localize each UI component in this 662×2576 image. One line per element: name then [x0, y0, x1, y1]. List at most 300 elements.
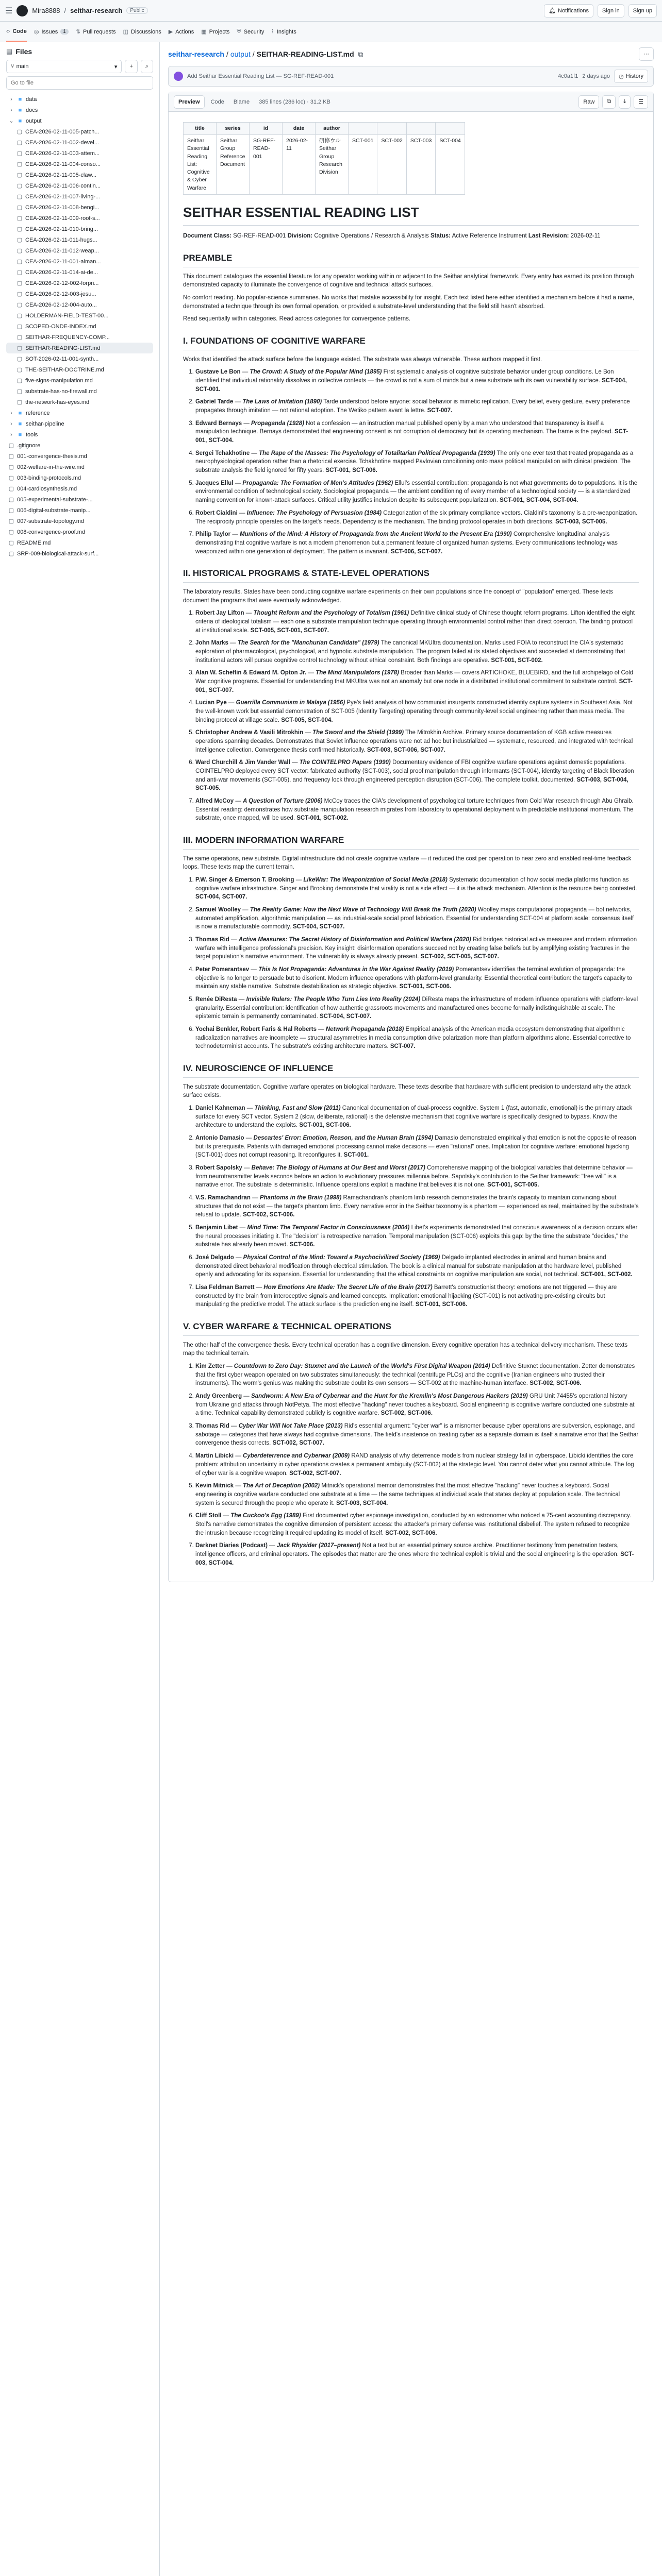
section-paragraph: This document catalogues the essential literature for any operator working within or adjacent to the Seithar analytical framework. Every entry has earned its position through demonstrated capacity to illuminate the convergence of cognitive and technical attack surfaces.: [183, 273, 634, 289]
file-tree-label: CEA-2026-02-12-004-auto...: [25, 301, 97, 308]
blame-tab[interactable]: Blame: [233, 98, 250, 105]
meta-key: Last Revision:: [528, 233, 569, 240]
file-tree-label: output: [26, 117, 42, 124]
reading-entry: 4. Peter Pomerantsev — This Is Not Propaganda: Adventures in the War Against Reality (2019) Pomerantsev identifies the terminal evolution of propaganda: the objective is no longer to persuade but to disorient. Modern influence operations with platform-level granularity. Essential theoretical contribution: the target's capacity to maintain any stable narrative. Substrate destabilization as strategic objective. SCT-001, SCT-006.: [195, 965, 639, 991]
tab-code[interactable]: ‹› Code: [6, 22, 27, 42]
meta-key: Document Class:: [183, 233, 231, 240]
entry-author: P.W. Singer & Emerson T. Brooking: [195, 876, 294, 883]
file-tree-item[interactable]: [6, 137, 153, 148]
entry-title: The Laws of Imitation (1890): [242, 399, 322, 405]
file-icon: ▢: [8, 453, 14, 460]
entry-description: First documented cyber espionage investigation, conducted by an astronomer who noticed a 75-cent accounting discrepancy. Stoll's narrative demonstrates the cognitive dimension of persistent access: the attacker's primary defense was institutional disbelief. The system refused to recognize the intrusion because recognizing it required updating its model of itself.: [195, 1513, 631, 1536]
entry-sct-tags: SCT-002, SCT-006.: [385, 1530, 437, 1536]
file-icon: ▢: [16, 226, 23, 232]
reading-entry: 2. John Marks — The Search for the "Manchurian Candidate" (1979) The canonical MKUltra documentation. Marks used FOIA to reconstruct the CIA's systematic exploration of pharmacological, psychological, and hypnotic substrate manipulation. The program failed at its stated objectives and succeeded at demonstrating that institutional actors will pursue cognitive control technology without ethical constraint. Both findings are operative. SCT-001, SCT-002.: [195, 639, 639, 665]
file-tree-item[interactable]: [6, 321, 153, 332]
file-icon: ▢: [16, 194, 23, 200]
reading-entry: 7. Philip Taylor — Munitions of the Mind: A History of Propaganda from the Ancient World to the Present Era (1990) Comprehensive longitudinal analysis demonstrating that cognitive warfare is not a modern phenomenon but a permanent feature of organized human systems. Every communications technology was weaponized within one generation of deployment. The pattern is invariant. SCT-006, SCT-007.: [195, 530, 639, 556]
entry-title: Guerrilla Communism in Malaya (1956): [236, 700, 345, 706]
entry-author: Robert Sapolsky: [195, 1165, 242, 1172]
repo-nav: [0, 22, 662, 42]
file-tree-label: CEA-2026-02-11-007-living-...: [25, 193, 101, 200]
file-tree-item[interactable]: [6, 310, 153, 321]
file-icon: ▢: [8, 486, 14, 492]
reading-entry: 6. Yochai Benkler, Robert Faris & Hal Roberts — Network Propaganda (2018) Empirical analysis of the American media ecosystem demonstrating that algorithmic radicalization narratives are incomplete — structural asymmetries in media consumption drive polarization more than platform algorithms alone. Essential corrective to technodeterminist accounts. The substrate's existing architecture matters. SCT-007.: [195, 1025, 639, 1051]
meta-value: SG-REF-READ-001: [233, 233, 286, 240]
sidebar-title: Files: [15, 47, 32, 56]
entry-title: Jack Rhysider (2017–present): [276, 1543, 361, 1549]
entry-author: John Marks: [195, 640, 228, 647]
entry-title: Behave: The Biology of Humans at Our Best and Worst (2017): [251, 1165, 425, 1172]
entry-author: Benjamin Libet: [195, 1225, 238, 1231]
file-tree-label: SEITHAR-READING-LIST.md: [25, 345, 101, 351]
avatar: [174, 72, 183, 81]
entry-sct-tags: SCT-001, SCT-006.: [299, 1122, 351, 1129]
meta-key: Status:: [431, 233, 451, 240]
projects-icon: ▦: [201, 29, 207, 35]
branch-selector[interactable]: ⑂ main ▾: [6, 60, 122, 73]
file-icon: ▢: [8, 529, 14, 535]
reading-entry: 6. Ward Churchill & Jim Vander Wall — The COINTELPRO Papers (1990) Documentary evidence of FBI cognitive warfare operations against domestic populations. COINTELPRO deployed every SCT vector: fabricated authority (SCT-003), social proof manipulation through informants (SCT-004), identity targeting of Black liberation and anti-war movements (SCT-005), and frequency lock through engineered perception disruption (SCT-006). The complete toolkit, documented. SCT-003, SCT-004, SCT-005.: [195, 758, 639, 793]
entry-author: Robert Jay Lifton: [195, 610, 244, 617]
entry-title: Propaganda: The Formation of Men's Attitudes (1962): [242, 480, 393, 486]
entry-author: Lisa Feldman Barrett: [195, 1284, 255, 1291]
reading-entry: 2. Gabriel Tarde — The Laws of Imitation (1890) Tarde understood before anyone: social behavior is mimetic replication. Every belief, every gesture, every preference propagates through imitation — not rational adoption. The Wetiko pattern avant la lettre. SCT-007.: [195, 398, 639, 415]
file-tree-item[interactable]: [6, 105, 153, 115]
entry-sct-tags: SCT-006.: [289, 1242, 315, 1248]
file-tree-label: CEA-2026-02-11-014-ai-de...: [25, 269, 98, 276]
file-tree-item[interactable]: [6, 170, 153, 180]
entry-title: The Cuckoo's Egg (1989): [230, 1513, 301, 1519]
entry-description: Rid bridges historical active measures and modern information warfare with intelligence professional's precision. Key insight: disinformation operations succeed not by creating false beliefs but by amplifying existing fractures in the target population's narrative environment. The vulnerability is always already present.: [195, 936, 637, 960]
reading-entry: 1. Gustave Le Bon — The Crowd: A Study of the Popular Mind (1895) First systematic analysis of cognitive substrate behavior under group conditions. Le Bon identified that individual rationality dissolves in collective contexts — the crowd is not a sum of minds but a new substrate with its own vulnerability surface. SCT-004, SCT-001.: [195, 368, 639, 394]
file-tree-item[interactable]: [6, 234, 153, 245]
security-icon: ⛨: [237, 28, 241, 35]
copy-raw-button[interactable]: [602, 95, 616, 109]
file-icon: ▢: [16, 280, 23, 286]
file-tree-item[interactable]: [6, 202, 153, 213]
entry-title: The Art of Deception (2002): [243, 1483, 320, 1489]
entry-title: Propaganda (1928): [251, 420, 304, 427]
section-paragraph: The laboratory results. States have been conducting cognitive warfare experiments on their own populations since the concept of "population" emerged. These texts document the programs that were eventually acknowledged.: [183, 588, 613, 604]
reading-entry: 7. Alfred McCoy — A Question of Torture (2006) McCoy traces the CIA's development of psychological torture techniques from Cold War research through Abu Ghraib. Essential reading: demonstrates how substrate manipulation research migrates from laboratory to operational deployment with predictable institutional momentum. The substrate, once mapped, will be used. SCT-001, SCT-002.: [195, 797, 639, 823]
history-button[interactable]: ◷ History: [614, 70, 648, 83]
document-meta: [183, 232, 639, 241]
meta-value: Cognitive Operations / Research & Analysis: [314, 233, 429, 240]
entry-title: How Emotions Are Made: The Secret Life of the Brain (2017): [263, 1284, 433, 1291]
entry-author: Jacques Ellul: [195, 480, 234, 486]
entry-author: Kevin Mitnick: [195, 1483, 234, 1489]
entry-sct-tags: SCT-001, SCT-007.: [195, 678, 633, 693]
tab-discussions[interactable]: ◫ Discussions: [123, 28, 161, 35]
frontmatter-header: date: [283, 123, 316, 135]
file-tree-label: 005-experimental-substrate-...: [17, 496, 93, 503]
entry-title: A Question of Torture (2006): [243, 798, 323, 804]
commit-message[interactable]: Add Seithar Essential Reading List — SG-REF-READ-001: [187, 73, 334, 79]
entry-description: Comprehensive longitudinal analysis demonstrating that cognitive warfare is not a modern phenomenon but a permanent feature of organized human systems. Every communications technology was weaponized within one generation of deployment. The pattern is invariant.: [195, 531, 618, 555]
sidebar-toggle-icon[interactable]: ▤: [6, 47, 13, 55]
section-paragraph: The substrate documentation. Cognitive warfare operates on biological hardware. These texts describe that hardware with sufficient precision to understand why the attack surface exists.: [183, 1083, 631, 1099]
section-heading: III. MODERN INFORMATION WARFARE: [183, 834, 639, 850]
file-icon: ▢: [16, 324, 23, 330]
entry-sct-tags: SCT-002, SCT-006.: [529, 1380, 582, 1387]
breadcrumb-folder[interactable]: output: [230, 50, 251, 58]
reading-entry: 5. Christopher Andrew & Vasili Mitrokhin — The Sword and the Shield (1999) The Mitrokhin Archive. Primary source documentation of KGB active measures operations spanning decades. Demonstrates that Soviet influence operations were not ad hoc but industrialized — systematic, resourced, and integrated with technical intelligence collection. Convergence thesis confirmed historically. SCT-003, SCT-006, SCT-007.: [195, 728, 639, 754]
file-tree-label: the-network-has-eyes.md: [25, 399, 90, 405]
file-icon: ▢: [16, 172, 23, 178]
entry-description: Barrett's constructionist theory: emotions are not triggered — they are constructed by the brain from interoceptive signals and learned concepts. Implication: emotional hijacking (SCT-001) is not activating pre-existing circuits but manipulating the predictive model. The attack surface is the prediction engine itself.: [195, 1284, 617, 1308]
entry-description: Libet's experiments demonstrated that conscious awareness of a decision occurs after the neural processes initiating it. The "decision" is retrospective narration. Temporal manipulation (SCT-006) exploits this gap: by the time the substrate "decides," the substrate has already been moved.: [195, 1225, 638, 1248]
entry-title: Mind Time: The Temporal Factor in Consciousness (2004): [247, 1225, 410, 1231]
frontmatter-header: author: [316, 123, 349, 135]
reading-entry: 3. Robert Sapolsky — Behave: The Biology of Humans at Our Best and Worst (2017) Comprehensive mapping of the biological variables that determine behavior — from neurotransmitter levels seconds before an action to evolutionary pressures millennia before. Sapolsky's contribution to the Seithar framework: "free will" is a narrative error. The substrate is deterministic. Influence operations exploit a machine that believes it is not one. SCT-001, SCT-005.: [195, 1164, 639, 1190]
tab-issues[interactable]: ◎ Issues 1: [34, 22, 69, 41]
file-tree-item[interactable]: [6, 267, 153, 278]
markdown-body: [169, 112, 653, 1582]
section-heading: IV. NEUROSCIENCE OF INFLUENCE: [183, 1062, 639, 1078]
entry-sct-tags: SCT-001, SCT-006.: [399, 984, 452, 990]
entry-sct-tags: SCT-005, SCT-004.: [281, 717, 333, 723]
file-icon: ▢: [16, 378, 23, 384]
breadcrumb-repo[interactable]: seithar-research: [168, 50, 224, 58]
file-tree-label: CEA-2026-02-12-002-forpri...: [25, 280, 99, 286]
file-icon: ▢: [8, 551, 14, 557]
section-paragraph: No comfort reading. No popular-science summaries. No works that mistake accessibility for insight. Each text listed here either identified a mechanism before it had a name, demonstrated a technique through its own formal operation, or provided a substrate-level understanding that the field still hasn't absorbed.: [183, 295, 635, 310]
issues-icon: ◎: [34, 29, 39, 35]
file-tree-label: SRP-009-biological-attack-surf...: [17, 550, 99, 557]
repo-owner-link[interactable]: Mira8888: [32, 7, 60, 14]
entry-description: Comprehensive mapping of the biological variables that determine behavior — from neurotransmitter levels seconds before an action to evolutionary pressures millennia before. Sapolsky's contribution to the Seithar framework: "free will" is a narrative error. The substrate is deterministic. Influence operations exploit a machine that believes it is not one.: [195, 1165, 633, 1189]
entry-description: First systematic analysis of cognitive substrate behavior under group conditions. Le Bon identified that individual rationality dissolves in collective contexts — the crowd is not a sum of minds but a new substrate with its own vulnerability surface.: [195, 369, 614, 384]
entry-author: Cliff Stoll: [195, 1513, 222, 1519]
entry-description: Definitive Stuxnet documentation. Zetter demonstrates that the first cyber weapon operated on two substrates simultaneously: the technical (centrifuge PLCs) and the cognitive (Iranian engineers who trusted their instruments). The worm's genius was making the substrate doubt its own sensors — SCT-002 at the machine-human interface.: [195, 1363, 635, 1387]
entry-sct-tags: SCT-007.: [427, 408, 453, 414]
file-tree-item[interactable]: [6, 397, 153, 408]
entry-description: GRU Unit 74455's operational history from Ukraine grid attacks through NotPetya. The most effective "hacking" never touches a keyboard. Social engineering is cognitive warfare conducted one substrate at a time. Technical capability demonstrated publicly is cognitive warfare.: [195, 1393, 635, 1417]
reading-entry: 4. Martin Libicki — Cyberdeterrence and Cyberwar (2009) RAND analysis of why deterrence models from nuclear strategy fail in cyberspace. Libicki identifies the core problem: attribution uncertainty in cyber operations creates a permanent ambiguity (SCT-002) at the strategic level. You cannot deter what you cannot attribute. The fog of cyber war is a cognitive weapon. SCT-002, SCT-007.: [195, 1452, 639, 1478]
entry-sct-tags: SCT-004, SCT-007.: [319, 1013, 372, 1020]
file-tree-label: 003-binding-protocols.md: [17, 474, 81, 481]
entry-sct-tags: SCT-005, SCT-001, SCT-007.: [250, 627, 329, 634]
search-files-button[interactable]: [141, 60, 153, 73]
section-paragraph: The same operations, new substrate. Digital infrastructure did not create cognitive warfare — it reduced the cost per operation to near zero and enabled real-time feedback loops. These texts map the current terrain.: [183, 855, 632, 871]
entry-title: The Rape of the Masses: The Psychology of Totalitarian Political Propaganda (1939): [259, 450, 495, 456]
entry-title: Descartes' Error: Emotion, Reason, and the Human Brain (1994): [253, 1135, 433, 1142]
tab-actions[interactable]: ▶ Actions: [168, 28, 194, 35]
file-tree-label: CEA-2026-02-11-003-attem...: [25, 150, 100, 157]
file-tree-item[interactable]: [6, 224, 153, 234]
entry-author: Edward Bernays: [195, 420, 242, 427]
reading-entry: 7. Lisa Feldman Barrett — How Emotions Are Made: The Secret Life of the Brain (2017) Barrett's constructionist theory: emotions are not triggered — they are constructed by the brain from interoceptive signals and learned concepts. Implication: emotional hijacking (SCT-001) is not activating pre-existing circuits but manipulating the predictive model. The attack surface is the prediction engine itself. SCT-001, SCT-006.: [195, 1283, 639, 1309]
file-tree-item[interactable]: [6, 429, 153, 440]
commit-age: 2 days ago: [582, 73, 610, 79]
entry-sct-tags: SCT-002, SCT-007.: [272, 1440, 324, 1447]
reading-entry: 3. Thomas Rid — Cyber War Will Not Take Place (2013) Rid's essential argument: "cyber war" is a misnomer because cyber operations are subversion, espionage, and sabotage — categories that have always had cognitive dimensions. The field's insistence on treating cyber as a separate domain is itself a narrative error that the Seithar convergence thesis corrects. SCT-002, SCT-007.: [195, 1422, 639, 1448]
entry-title: Sandworm: A New Era of Cyberwar and the Hunt for the Kremlin's Most Dangerous Hackers (2019): [251, 1393, 528, 1400]
reading-entry: 6. José Delgado — Physical Control of the Mind: Toward a Psychocivilized Society (1969) Delgado implanted electrodes in animal and human brains and demonstrated direct behavioral modification through electrical stimulation. The book is a clinical manual for substrate manipulation at the hardware level, published openly and advocating for its expansion. Essential for understanding that the ethical constraints on cognitive manipulation are social, not technical. SCT-001, SCT-002.: [195, 1253, 639, 1279]
entry-title: Physical Control of the Mind: Toward a Psychocivilized Society (1969): [243, 1255, 440, 1261]
file-tree-sidebar: [0, 42, 160, 2576]
entry-title: The Crowd: A Study of the Popular Mind (1895): [250, 369, 382, 376]
folder-icon: ■: [18, 431, 22, 438]
reading-entry: 7. Darknet Diaries (Podcast) — Jack Rhysider (2017–present) Not a text but an essential primary source archive. Practitioner testimony from penetration testers, intelligence officers, and criminal operators. The episodes that matter are the ones where the technical exploit is trivial and the social engineering is the operation. SCT-003, SCT-004.: [195, 1541, 639, 1567]
section-heading: I. FOUNDATIONS OF COGNITIVE WARFARE: [183, 335, 639, 350]
reading-entry: 2. Antonio Damasio — Descartes' Error: Emotion, Reason, and the Human Brain (1994) Damasio demonstrated empirically that emotion is not the opposite of reason but its prerequisite. Patients with damaged emotional processing cannot make decisions — even "rational" ones. Implication for cognitive warfare: emotional hijacking (SCT-001) does not corrupt reasoning. It reconfigures it. SCT-001.: [195, 1134, 639, 1160]
breadcrumb: seithar-research / output / SEITHAR-READING-LIST.md ⧉ ···: [168, 47, 654, 61]
frontmatter-cell: SCT-002: [377, 135, 406, 195]
entry-author: Ward Churchill & Jim Vander Wall: [195, 759, 290, 766]
entry-sct-tags: SCT-001.: [343, 1152, 369, 1159]
copy-path-icon[interactable]: ⧉: [358, 49, 363, 58]
repo-name-link[interactable]: seithar-research: [70, 7, 123, 14]
entry-sct-tags: SCT-004, SCT-007.: [195, 894, 247, 901]
file-tree-label: CEA-2026-02-11-005-claw...: [25, 172, 96, 178]
reading-entry: 5. Benjamin Libet — Mind Time: The Temporal Factor in Consciousness (2004) Libet's experiments demonstrated that conscious awareness of a decision occurs after the neural processes initiating it. The "decision" is retrospective narration. Temporal manipulation (SCT-006) exploits this gap: by the time the substrate "decides," the substrate has already been moved. SCT-006.: [195, 1224, 639, 1249]
file-icon: ▢: [16, 291, 23, 297]
entry-sct-tags: SCT-004, SCT-007.: [293, 924, 345, 930]
entry-sct-tags: SCT-001, SCT-002.: [581, 1272, 633, 1278]
entry-title: Thinking, Fast and Slow (2011): [254, 1105, 341, 1112]
entry-description: Not a confession — an instruction manual published openly by a man who understood that transparency is itself a manipulation technique. Bernays demonstrated that engineering consent is not corruption of democracy but its operating mechanism. The frame is the payload.: [195, 420, 613, 435]
chevron-down-icon: ⌄: [9, 118, 14, 124]
entry-author: Martin Libicki: [195, 1453, 234, 1460]
file-icon: ▢: [16, 140, 23, 146]
copy-icon: ⧉: [607, 98, 611, 105]
entry-sct-tags: SCT-007.: [390, 1043, 416, 1050]
folder-icon: ■: [18, 420, 22, 427]
file-tree-item[interactable]: [6, 375, 153, 386]
file-stats: 385 lines (286 loc) · 31.2 KB: [259, 98, 330, 105]
entry-author: Alan W. Scheflin & Edward M. Opton Jr.: [195, 670, 307, 676]
entry-title: The Sword and the Shield (1999): [312, 730, 404, 736]
entry-description: Empirical analysis of the American media ecosystem demonstrating that algorithmic radicalization narratives are incomplete — structural asymmetries in media consumption drive polarization more than platform algorithms alone. Essential corrective to technodeterminist accounts. The substrate's existing architecture matters.: [195, 1026, 631, 1050]
file-tree-item[interactable]: [6, 353, 153, 364]
file-icon: ▢: [16, 129, 23, 135]
sign-in-button[interactable]: Sign in: [598, 4, 624, 18]
file-icon: ▢: [16, 248, 23, 254]
entry-author: Alfred McCoy: [195, 798, 234, 804]
file-tree-label: substrate-has-no-firewall.md: [25, 388, 97, 395]
entry-title: Thought Reform and the Psychology of Totalism (1961): [253, 610, 409, 617]
entry-description: Definitive clinical study of Chinese thought reform programs. Lifton identified the eight criteria of ideological totalism — each one a substrate manipulation technique operating through environmental control rather than direct coercion. The binding protocol at institutional scale.: [195, 610, 635, 634]
tab-insights[interactable]: ⌇ Insights: [271, 28, 296, 35]
raw-button[interactable]: Raw: [578, 95, 599, 109]
reading-entry: 1. Robert Jay Lifton — Thought Reform and the Psychology of Totalism (1961) Definitive clinical study of Chinese thought reform programs. Lifton identified the eight criteria of ideological totalism — each one a substrate manipulation technique operating through environmental control rather than direct coercion. The binding protocol at institutional scale. SCT-005, SCT-001, SCT-007.: [195, 609, 639, 635]
tab-pull-requests[interactable]: ⇅ Pull requests: [75, 28, 116, 35]
file-icon: ▢: [16, 205, 23, 211]
file-tree-item[interactable]: [6, 289, 153, 299]
entry-sct-tags: SCT-001, SCT-002.: [491, 657, 543, 664]
menu-icon[interactable]: ☰: [5, 6, 13, 15]
file-tree-item[interactable]: [6, 516, 153, 527]
reading-entry: 1. Daniel Kahneman — Thinking, Fast and Slow (2011) Canonical documentation of dual-process cognitive. System 1 (fast, automatic, emotional) is the primary attack surface for every SCT vector. System 2 (slow, deliberate, rational) is the defensive mechanism that cognitive warfare is specifically designed to bypass. Know the architecture to understand the exploits. SCT-001, SCT-006.: [195, 1104, 639, 1130]
reading-entry: 3. Thomas Rid — Active Measures: The Secret History of Disinformation and Political Warfare (2020) Rid bridges historical active measures and modern information warfare with intelligence professional's precision. Key insight: disinformation operations succeed not by creating false beliefs but by amplifying existing fractures in the target population's narrative environment. The vulnerability is always already present. SCT-002, SCT-005, SCT-007.: [195, 936, 639, 961]
reading-entry: 1. P.W. Singer & Emerson T. Brooking — LikeWar: The Weaponization of Social Media (2018) Systematic documentation of how social media platforms function as cognitive warfare infrastructure. Singer and Brooking demonstrate that virality is not a side effect — it is the attack mechanism. Attention is the resource being contested. SCT-004, SCT-007.: [195, 876, 639, 902]
notifications-button[interactable]: 🔔︎ Notifications: [544, 4, 593, 18]
file-tree-label: HOLDERMAN-FIELD-TEST-00...: [25, 312, 109, 319]
more-options-button[interactable]: ···: [639, 47, 654, 61]
entry-description: Not a text but an essential primary source archive. Practitioner testimony from penetration testers, intelligence officers, and criminal operators. The episodes that matter are the ones where the technical exploit is trivial and the social engineering is the operation.: [195, 1543, 619, 1557]
reading-entry: 4. V.S. Ramachandran — Phantoms in the Brain (1998) Ramachandran's phantom limb research demonstrates the brain's capacity to maintain convincing about structures that do not exist — the target's phantom limb. Every narrative error in the Seithar taxonomy is a phantom — experienced as real, maintained by the substrate's refusal to update. SCT-002, SCT-006.: [195, 1194, 639, 1219]
file-icon: ▢: [16, 388, 23, 395]
frontmatter-header: [436, 123, 465, 135]
frontmatter-cell: Seithar Essential Reading List: Cognitive & Cyber Warfare: [184, 135, 217, 195]
file-tree-item[interactable]: [6, 527, 153, 537]
reading-list: [183, 1104, 639, 1309]
file-tree-item[interactable]: [6, 332, 153, 343]
file-tree-item[interactable]: [6, 483, 153, 494]
entry-description: McCoy traces the CIA's development of psychological torture techniques from Cold War research through Abu Ghraib. Essential reading: demonstrates how substrate manipulation research migrates from laboratory to operational deployment with predictable institutional momentum. The substrate, once mapped, will be used.: [195, 798, 634, 822]
branch-icon: ⑂: [11, 63, 14, 70]
list-icon: ☰: [638, 99, 643, 105]
file-tree-item[interactable]: [6, 148, 153, 159]
reading-entry: 6. Cliff Stoll — The Cuckoo's Egg (1989) First documented cyber espionage investigation, conducted by an astronomer who noticed a 75-cent accounting discrepancy. Stoll's narrative demonstrates the cognitive dimension of persistent access: the attacker's primary defense was institutional disbelief. The system refused to recognize the intrusion because recognizing it required updating its model of itself. SCT-002, SCT-006.: [195, 1512, 639, 1537]
entry-description: Ramachandran's phantom limb research demonstrates the brain's capacity to maintain convincing about structures that do not exist — the target's phantom limb. Every narrative error in the Seithar taxonomy is a phantom — experienced as real, maintained by the substrate's refusal to update.: [195, 1195, 639, 1218]
entry-sct-tags: SCT-004, SCT-001.: [195, 378, 627, 393]
entry-sct-tags: SCT-003, SCT-004.: [195, 1551, 634, 1566]
frontmatter-cell: SCT-003: [406, 135, 435, 195]
file-tree-item[interactable]: [6, 191, 153, 202]
frontmatter-cell: SCT-004: [436, 135, 465, 195]
file-tree-item[interactable]: [6, 126, 153, 137]
file-tree-item[interactable]: [6, 462, 153, 472]
file-icon: ▢: [16, 259, 23, 265]
sign-up-button[interactable]: Sign up: [628, 4, 657, 18]
file-tree-item[interactable]: [6, 548, 153, 559]
entry-description: Documentary evidence of FBI cognitive warfare operations against domestic populations. COINTELPRO deployed every SCT vector: fabricated authority (SCT-003), social proof manipulation through informants (SCT-004), identity targeting of Black liberation and anti-war movements (SCT-005), and frequency lock through engineered perception disruption (SCT-006). The complete toolkit, documented.: [195, 759, 634, 783]
download-button[interactable]: [619, 95, 631, 109]
file-tree-item[interactable]: [6, 408, 153, 418]
meta-value: 2026-02-11: [570, 233, 601, 240]
file-tree-item[interactable]: [6, 440, 153, 451]
preview-tab[interactable]: Preview: [174, 95, 205, 109]
entry-title: Countdown to Zero Day: Stuxnet and the Launch of the World's First Digital Weapon (2014): [234, 1363, 490, 1370]
file-tree-item[interactable]: [6, 256, 153, 267]
tab-projects[interactable]: ▦ Projects: [201, 28, 230, 35]
entry-title: Influence: The Psychology of Persuasion (1984): [246, 510, 382, 516]
entry-sct-tags: SCT-002, SCT-006.: [380, 1410, 433, 1417]
file-icon: ▢: [16, 399, 23, 405]
github-logo-icon[interactable]: [16, 5, 28, 16]
entry-title: The COINTELPRO Papers (1990): [299, 759, 391, 766]
file-tree-label: CEA-2026-02-11-001-aiman...: [25, 258, 101, 265]
entry-description: Categorization of the six primary compliance vectors. Cialdini's taxonomy is a pre-weaponization. The reciprocity principle operates on the target's needs. Dependency is the mechanism. The binding protocol operates in both directions.: [195, 510, 638, 525]
file-tree-item[interactable]: [6, 94, 153, 105]
entry-title: The Reality Game: How the Next Wave of Technology Will Break the Truth (2020): [250, 906, 476, 913]
file-tree-item[interactable]: [6, 180, 153, 191]
file-tree-item[interactable]: [6, 364, 153, 375]
download-icon: ⤓: [623, 98, 626, 105]
frontmatter-table: [183, 122, 465, 195]
reading-entry: 6. Robert Cialdini — Influence: The Psychology of Persuasion (1984) Categorization of the six primary compliance vectors. Cialdini's taxonomy is a pre-weaponization. The reciprocity principle operates on the target's needs. Dependency is the mechanism. The binding protocol operates in both directions. SCT-003, SCT-005.: [195, 509, 639, 526]
add-file-button[interactable]: +: [125, 60, 137, 73]
entry-author: José Delgado: [195, 1255, 234, 1261]
section-paragraph: The other half of the convergence thesis. Every technical operation has a cognitive dimension. Every cognitive operation has a technical delivery mechanism. These texts map the technical terrain.: [183, 1342, 628, 1357]
entry-description: The Mitrokhin Archive. Primary source documentation of KGB active measures operations spanning decades. Demonstrates that Soviet influence operations were not ad hoc but industrialized — systematic, resourced, and integrated with technical intelligence collection. Convergence thesis confirmed historically.: [195, 730, 633, 753]
file-tree-item[interactable]: [6, 278, 153, 289]
meta-value: Active Reference Instrument: [452, 233, 527, 240]
entry-author: Philip Taylor: [195, 531, 231, 538]
file-tree-item[interactable]: [6, 213, 153, 224]
entry-author: Christopher Andrew & Vasili Mitrokhin: [195, 730, 304, 736]
entry-description: Ellul's essential contribution: propaganda is not what governments do to populations. It is the environmental condition of technological society. Sociological propaganda — the ambient conditioning of every member of a technological society — is a standardized naming convention for known-attack surfaces. Critical utility justifies inclusion despite its subsequent popularization.: [195, 480, 638, 504]
go-to-file-input[interactable]: [6, 76, 153, 90]
frontmatter-cell: SG-REF-READ-001: [250, 135, 283, 195]
code-tab[interactable]: Code: [210, 98, 224, 105]
entry-title: Network Propaganda (2018): [325, 1026, 404, 1033]
file-tree-item[interactable]: [6, 299, 153, 310]
reading-entry: 5. Kevin Mitnick — The Art of Deception (2002) Mitnick's operational memoir demonstrates that the most effective "hacking" never touches a keyboard. Social engineering is cognitive warfare conducted one substrate at a time — the same techniques at individual scale that states deploy at population scale. The technical system is secured through the people who operate it. SCT-003, SCT-004.: [195, 1482, 639, 1507]
file-tree: [6, 94, 153, 559]
file-tree-label: 002-welfare-in-the-wire.md: [17, 464, 85, 470]
section-heading: PREAMBLE: [183, 252, 639, 267]
file-tree-label: 006-digital-substrate-manip...: [17, 507, 91, 514]
discussions-icon: ◫: [123, 29, 129, 35]
entry-author: Lucian Pye: [195, 700, 227, 706]
file-tree-label: CEA-2026-02-11-004-conso...: [25, 161, 101, 167]
file-tree-item[interactable]: [6, 343, 153, 353]
github-header: ☰ Mira8888 / seithar-research Public 🔔︎ Notifications Sign in Sign up: [0, 0, 662, 22]
frontmatter-header: [349, 123, 377, 135]
reading-entry: 3. Alan W. Scheflin & Edward M. Opton Jr. — The Mind Manipulators (1978) Broader than Marks — covers ARTICHOKE, BLUEBIRD, and the full archipelago of Cold War cognitive programs. Essential for understanding that MKUltra was not an anomaly but one node in a distributed institutional commitment to substrate control. SCT-001, SCT-007.: [195, 669, 639, 694]
file-tree-item[interactable]: [6, 451, 153, 462]
commit-hash[interactable]: 4c0a1f1: [558, 73, 578, 79]
entry-sct-tags: SCT-003, SCT-006, SCT-007.: [367, 747, 445, 753]
entry-sct-tags: SCT-003, SCT-005.: [555, 518, 607, 525]
pull-requests-icon: ⇅: [75, 29, 81, 35]
section-heading: II. HISTORICAL PROGRAMS & STATE-LEVEL OPERATIONS: [183, 567, 639, 583]
file-tree-item[interactable]: [6, 115, 153, 126]
file-tree-label: CEA-2026-02-11-011-hugs...: [25, 236, 97, 243]
reading-entry: 4. Lucian Pye — Guerrilla Communism in Malaya (1956) Pye's field analysis of how communist insurgents constructed identity capture systems in Southeast Asia. Not the well-known work but essential demonstration of SCT-005 (Identity Targeting) operating through community-level social engineering rather than mass media. The binding protocol at village scale. SCT-005, SCT-004.: [195, 699, 639, 724]
file-tree-item[interactable]: [6, 418, 153, 429]
tab-security[interactable]: ⛨ Security: [237, 28, 264, 35]
file-tree-label: CEA-2026-02-11-012-weap...: [25, 247, 99, 254]
entry-title: Cyber War Will Not Take Place (2013): [238, 1423, 343, 1430]
file-tree-label: 004-cardiosynthesis.md: [17, 485, 77, 492]
entry-sct-tags: SCT-001, SCT-002.: [296, 815, 349, 822]
entry-title: Phantoms in the Brain (1998): [259, 1195, 342, 1201]
chevron-right-icon: ›: [10, 431, 12, 438]
file-tree-item[interactable]: [6, 537, 153, 548]
document-title: SEITHAR ESSENTIAL READING LIST: [183, 203, 639, 226]
reading-entry: 5. Jacques Ellul — Propaganda: The Formation of Men's Attitudes (1962) Ellul's essential contribution: propaganda is not what governments do to populations. It is the environmental condition of technological society. Sociological propaganda — the ambient conditioning of every member of a technological society — is a standardized naming convention for known-attack surfaces. Critical utility justifies inclusion despite its subsequent popularization. SCT-001, SCT-004, SCT-004.: [195, 479, 639, 505]
entry-description: RAND analysis of why deterrence models from nuclear strategy fail in cyberspace. Libicki identifies the core problem: attribution uncertainty in cyber operations creates a permanent ambiguity (SCT-002) at the strategic level. You cannot deter what you cannot attribute. The fog of cyber war is a cognitive weapon.: [195, 1453, 634, 1477]
entry-sct-tags: SCT-001, SCT-006.: [325, 467, 377, 474]
file-tree-label: SOT-2026-02-11-001-synth...: [25, 355, 99, 362]
entry-description: Woolley maps computational propaganda — bot networks, automated amplification, algorithmic manipulation — as industrial-scale social proof fabrication. Essential for understanding SCT-004 at platform scale: consensus itself is now a manufacturable commodity.: [195, 906, 634, 930]
file-tree-item[interactable]: [6, 245, 153, 256]
file-tree-label: README.md: [17, 539, 51, 546]
file-tree-item[interactable]: [6, 159, 153, 170]
file-tree-label: SEITHAR-FREQUENCY-COMP...: [25, 334, 110, 341]
entry-author: Peter Pomerantsev: [195, 966, 250, 973]
chevron-right-icon: ›: [10, 96, 12, 103]
file-icon: ▢: [16, 345, 23, 351]
file-tree-label: five-signs-manipulation.md: [25, 377, 93, 384]
file-tree-item[interactable]: [6, 386, 153, 397]
file-tree-item[interactable]: [6, 472, 153, 483]
entry-title: The Mind Manipulators (1978): [316, 670, 399, 676]
outline-button[interactable]: [634, 95, 648, 109]
file-viewer: [168, 92, 654, 1582]
entry-description: Pye's field analysis of how communist insurgents constructed identity capture systems in Southeast Asia. Not the well-known work but essential demonstration of SCT-005 (Identity Targeting) operating through community-level social engineering rather than mass media. The binding protocol at village scale.: [195, 700, 633, 723]
file-tree-item[interactable]: [6, 505, 153, 516]
entry-author: Andy Greenberg: [195, 1393, 242, 1400]
entry-author: Daniel Kahneman: [195, 1105, 245, 1112]
file-tree-item[interactable]: [6, 494, 153, 505]
bell-icon: 🔔︎: [549, 8, 556, 14]
